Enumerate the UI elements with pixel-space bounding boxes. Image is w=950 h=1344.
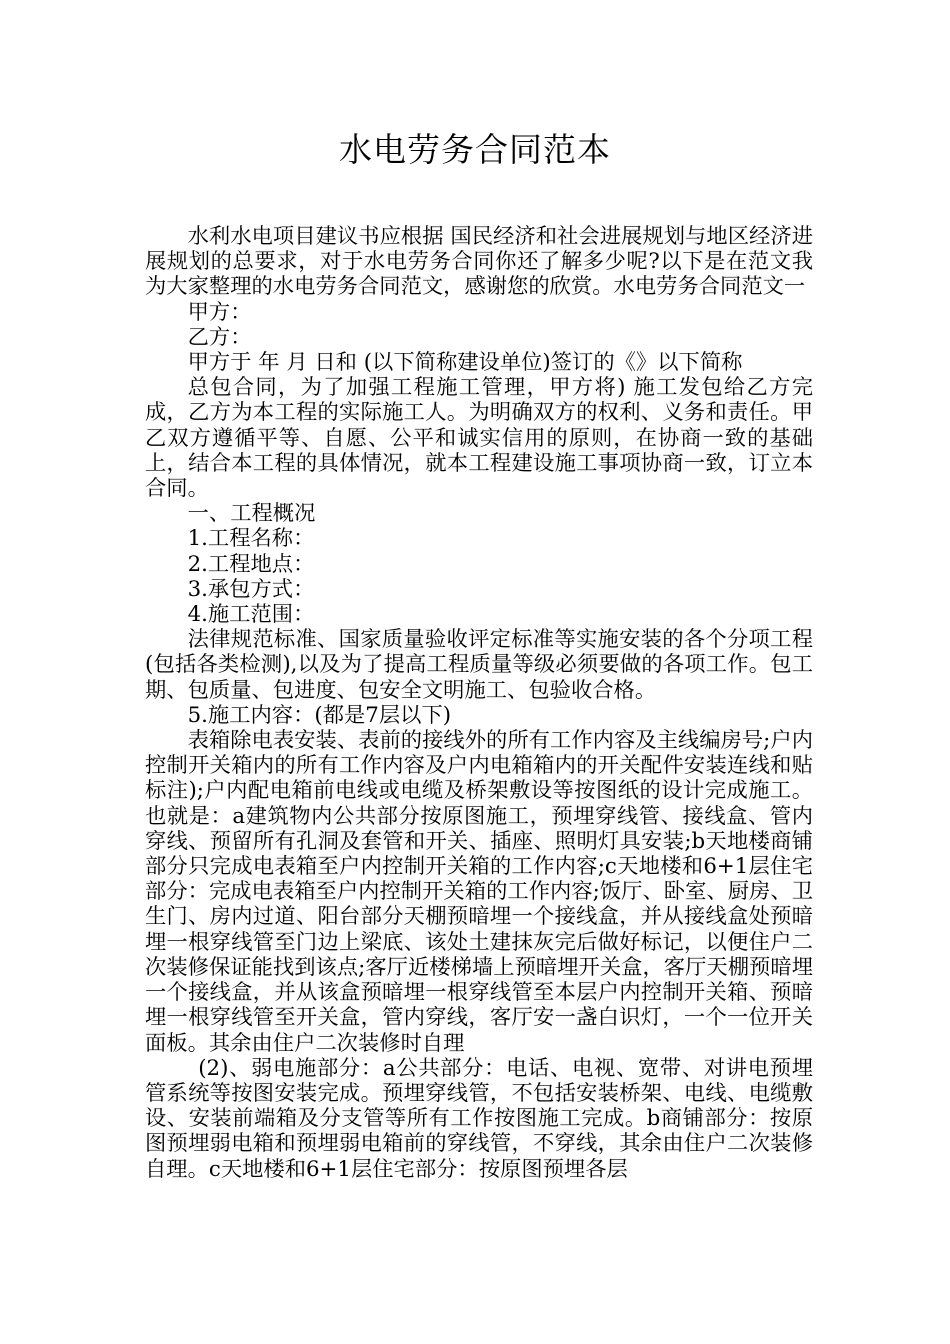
paragraph-party-b: 乙方： <box>187 324 252 350</box>
document-title: 水电劳务合同范本 <box>339 130 611 169</box>
item-construction-content: 5.施工内容：(都是7层以下) <box>187 702 452 728</box>
document-body <box>145 224 813 1182</box>
item-construction-scope: 4.施工范围： <box>187 602 315 628</box>
item-project-location: 2.工程地点： <box>187 551 315 577</box>
paragraph-intro: 水利水电项目建议书应根据 国民经济和社会进展规划与地区经济进展规划的总要求，对于水电劳务合同你还了解多少呢?以下是在范文我为大家整理的水电劳务合同范文，感谢您的欣赏。水电劳务合同范文一 <box>145 224 813 300</box>
item-contract-method: 3.承包方式： <box>187 576 315 602</box>
paragraph-party-a: 甲方： <box>187 299 252 325</box>
section-heading-overview: 一、工程概况 <box>187 501 316 527</box>
paragraph-electrical-work: 表箱除电表安装、表前的接线外的所有工作内容及主线编房号;户内控制开关箱内的所有工作内容及户内电箱箱内的开关配件安装连线和贴标注);户内配电箱前电线或电缆及桥架敷设等按图纸的设计完成施工。也就是：a建筑物内公共部分按原图施工，预埋穿线管、接线盒、管内穿线、预留所有孔洞及套管和开关、插座、照明灯具安装;b天地楼商铺部分只完成电表箱至户内控制开关箱的工作内容;c天地楼和6+1层住宅部分：完成电表箱至户内控制开关箱的工作内容;饭厅、卧室、厨房、卫生门、房内过道、阳台部分天棚预暗埋一个接线盒，并从接线盒处预暗埋一根穿线管至门边上梁底、该处土建抹灰完后做好标记，以便住户二次装修保证能找到该点;客厅近楼梯墙上预暗埋开关盒，客厅天棚预暗埋一个接线盒，并从该盒预暗埋一根穿线管至本层户内控制开关箱、预暗埋一根穿线管至开关盒，管内穿线，客厅安一盏白识灯，一个一位开关面板。其余由住户二次装修时自理 <box>145 728 813 1056</box>
item-project-name: 1.工程名称： <box>187 526 315 552</box>
paragraph-standards: 法律规范标准、国家质量验收评定标准等实施安装的各个分项工程(包括各类检测),以及为了提高工程质量等级必须要做的各项工作。包工期、包质量、包进度、包安全文明施工、包验收合格。 <box>145 627 813 703</box>
paragraph-weak-current: (2)、弱电施部分：a公共部分：电话、电视、宽带、对讲电预埋管系统等按图安装完成。预埋穿线管，不包括安装桥架、电线、电缆敷设、安装前端箱及分支管等所有工作按图施工完成。b商铺部分：按原图预埋弱电箱和预埋弱电箱前的穿线管，不穿线，其余由住户二次装修自理。c天地楼和6+1层住宅部分：按原图预埋各层 <box>145 1055 813 1182</box>
paragraph-general-contract: 总包合同，为了加强工程施工管理，甲方将) 施工发包给乙方完成，乙方为本工程的实际施工人。为明确双方的权利、义务和责任。甲乙双方遵循平等、自愿、公平和诚实信用的原则，在协商一致的基础上，结合本工程的具体情况，就本工程建设施工事项协商一致，订立本合同。 <box>145 375 813 502</box>
paragraph-signing: 甲方于 年 月 日和 (以下简称建设单位)签订的《》以下简称 <box>187 350 743 376</box>
